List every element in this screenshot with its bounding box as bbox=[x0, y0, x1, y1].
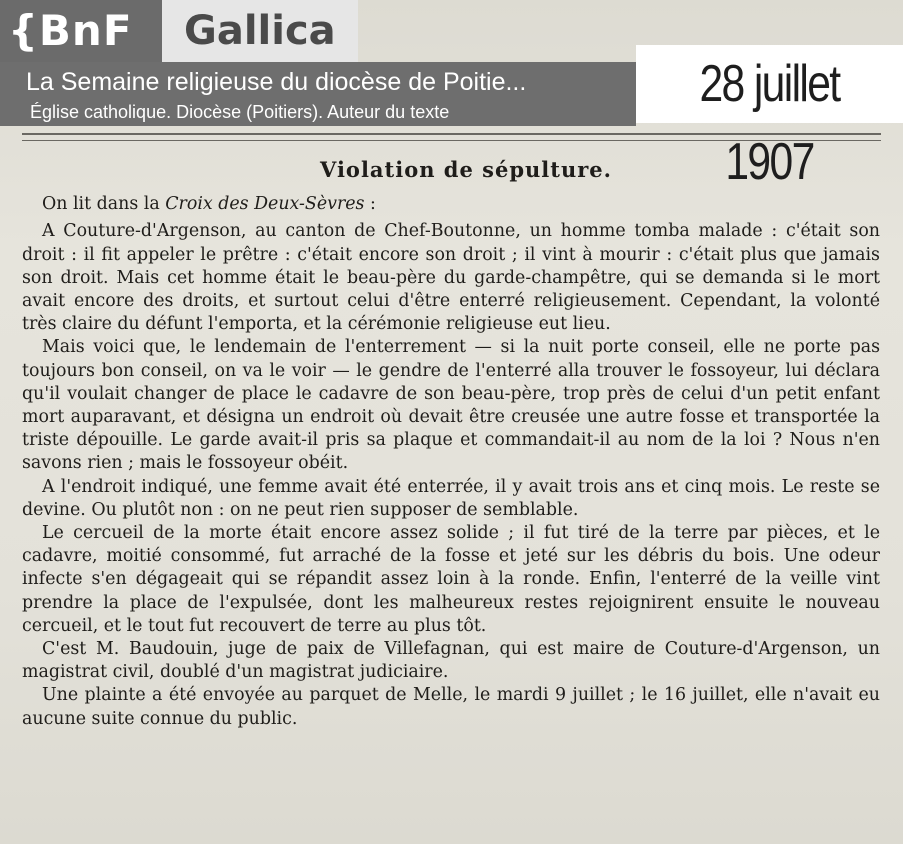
publication-author[interactable]: Église catholique. Diocèse (Poitiers). Auteur du texte bbox=[30, 102, 450, 122]
publication-title[interactable]: La Semaine religieuse du diocèse de Poitie... bbox=[26, 68, 527, 96]
article-paragraph: A Couture-d'Argenson, au canton de Chef-Boutonne, un homme tomba malade : c'était son droit : il fit appeler le prêtre : c'était encore son droit ; il vint à mourir : c'était plus que jamais son droit. Mais cet homme était le beau-père du garde-champêtre, qui se demanda si le mort avait encore des droits, et surtout celui d'être enterré religieusement. Cependant, la volonté très claire du défunt l'emporta, et la cérémonie religieuse eut lieu. bbox=[22, 221, 880, 335]
gallica-brand-bar bbox=[0, 0, 358, 62]
issue-date-box bbox=[636, 45, 903, 191]
lead-prefix: On lit dans la bbox=[42, 194, 166, 215]
article-paragraph: Mais voici que, le lendemain de l'enterrement — si la nuit porte conseil, elle ne porte pas toujours bon conseil, on va le voir — le gendre de l'enterré alla trouver le fossoyeur, lui déclara qu'il voulait changer de place le cadavre de son beau-père, trop près de celui d'un petit enfant mort auparavant, et désigna un endroit où devait être creusée une autre fosse et transportée la triste dépouille. Le garde avait-il pris sa plaque et commandait-il au nom de la loi ? Nous n'en savons rien ; mais le fossoyeur obéit. bbox=[22, 337, 880, 474]
article-paragraph: C'est M. Baudouin, juge de paix de Villefagnan, qui est maire de Couture-d'Argenson, un magistrat civil, doublé d'un magistrat judiciaire. bbox=[22, 639, 880, 683]
article-paragraph: Le cercueil de la morte était encore assez solide ; il fut tiré de la terre par pièces, et le cadavre, moitié consommé, fut arraché de la fosse et jeté sur les débris du bois. Une odeur infecte s'en dégageait qui se répandit assez loin à la ronde. Enfin, l'enterré de la veille vint prendre la place de l'expulsée, dont les malheureux restes rejoignirent ensuite le nouveau cercueil, et le tout fut recouvert de terre au plus tôt. bbox=[22, 523, 880, 636]
lead-source: Croix des Deux-Sèvres bbox=[165, 194, 365, 215]
article bbox=[22, 158, 880, 731]
article-paragraph: A l'endroit indiqué, une femme avait été enterrée, il y avait trois ans et cinq mois. Le reste se devine. Ou plutôt non : on ne peut rien supposer de semblable. bbox=[22, 476, 880, 520]
article-heading: Violation de sépulture. bbox=[320, 157, 612, 182]
document-info-banner bbox=[0, 62, 636, 126]
bnf-logo[interactable]: {BnF bbox=[0, 0, 162, 62]
issue-date: 28 juillet 1907 bbox=[699, 55, 840, 191]
lead-suffix: : bbox=[364, 194, 376, 215]
article-paragraph: Une plainte a été envoyée au parquet de Melle, le mardi 9 juillet ; le 16 juillet, elle n'avait eu aucune suite connue du public. bbox=[22, 685, 880, 729]
gallica-logo[interactable]: Gallica bbox=[162, 0, 358, 62]
